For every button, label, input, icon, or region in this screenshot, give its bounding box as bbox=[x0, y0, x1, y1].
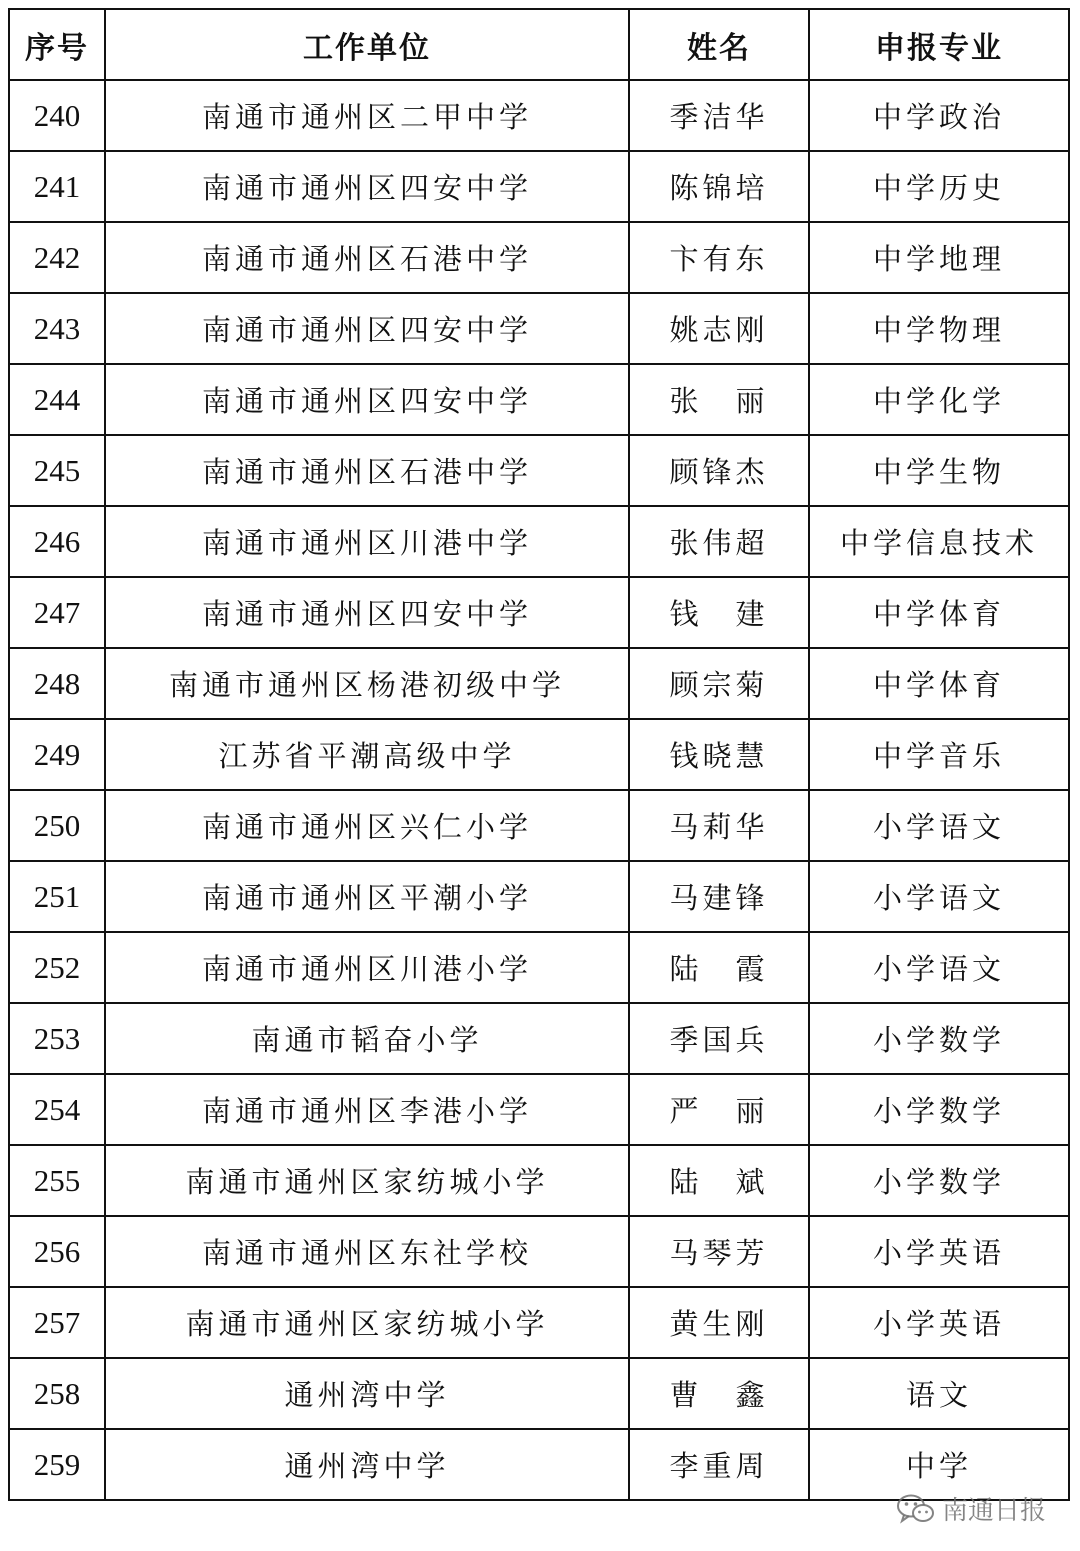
table-row bbox=[9, 364, 1069, 435]
cell-serial-number: 245 bbox=[9, 435, 105, 506]
cell-serial-number: 248 bbox=[9, 648, 105, 719]
cell-name: 李重周 bbox=[629, 1429, 809, 1500]
cell-declared-major: 小学语文 bbox=[809, 790, 1069, 861]
cell-serial-number: 242 bbox=[9, 222, 105, 293]
cell-declared-major: 小学数学 bbox=[809, 1145, 1069, 1216]
cell-declared-major: 中学信息技术 bbox=[809, 506, 1069, 577]
table-body bbox=[9, 80, 1069, 1500]
cell-name: 陈锦培 bbox=[629, 151, 809, 222]
cell-serial-number: 243 bbox=[9, 293, 105, 364]
cell-serial-number: 259 bbox=[9, 1429, 105, 1500]
cell-serial-number: 252 bbox=[9, 932, 105, 1003]
cell-serial-number: 253 bbox=[9, 1003, 105, 1074]
cell-serial-number: 244 bbox=[9, 364, 105, 435]
cell-serial-number: 246 bbox=[9, 506, 105, 577]
cell-serial-number: 256 bbox=[9, 1216, 105, 1287]
cell-name: 黄生刚 bbox=[629, 1287, 809, 1358]
cell-declared-major: 中学化学 bbox=[809, 364, 1069, 435]
cell-serial-number: 257 bbox=[9, 1287, 105, 1358]
cell-declared-major: 小学数学 bbox=[809, 1003, 1069, 1074]
cell-serial-number: 255 bbox=[9, 1145, 105, 1216]
cell-declared-major: 中学地理 bbox=[809, 222, 1069, 293]
cell-name: 马琴芳 bbox=[629, 1216, 809, 1287]
cell-serial-number: 249 bbox=[9, 719, 105, 790]
cell-name: 张 丽 bbox=[629, 364, 809, 435]
table-row bbox=[9, 1287, 1069, 1358]
cell-name: 钱晓慧 bbox=[629, 719, 809, 790]
table-row bbox=[9, 80, 1069, 151]
cell-declared-major: 小学英语 bbox=[809, 1287, 1069, 1358]
cell-declared-major: 中学体育 bbox=[809, 577, 1069, 648]
cell-work-unit: 南通市通州区东社学校 bbox=[105, 1216, 629, 1287]
header-work-unit: 工作单位 bbox=[105, 9, 629, 80]
cell-work-unit: 南通市通州区石港中学 bbox=[105, 435, 629, 506]
table-row bbox=[9, 506, 1069, 577]
table-row bbox=[9, 1145, 1069, 1216]
cell-declared-major: 中学音乐 bbox=[809, 719, 1069, 790]
table-row bbox=[9, 790, 1069, 861]
header-name: 姓名 bbox=[629, 9, 809, 80]
cell-work-unit: 南通市通州区四安中学 bbox=[105, 364, 629, 435]
cell-name: 季洁华 bbox=[629, 80, 809, 151]
cell-declared-major: 中学 bbox=[809, 1429, 1069, 1500]
cell-declared-major: 中学生物 bbox=[809, 435, 1069, 506]
cell-declared-major: 中学体育 bbox=[809, 648, 1069, 719]
cell-work-unit: 南通市通州区李港小学 bbox=[105, 1074, 629, 1145]
cell-work-unit: 南通市韬奋小学 bbox=[105, 1003, 629, 1074]
cell-name: 曹 鑫 bbox=[629, 1358, 809, 1429]
table-row bbox=[9, 719, 1069, 790]
cell-serial-number: 241 bbox=[9, 151, 105, 222]
table-row bbox=[9, 222, 1069, 293]
table-row bbox=[9, 293, 1069, 364]
cell-declared-major: 小学英语 bbox=[809, 1216, 1069, 1287]
table-row bbox=[9, 151, 1069, 222]
cell-work-unit: 南通市通州区杨港初级中学 bbox=[105, 648, 629, 719]
table-row bbox=[9, 577, 1069, 648]
cell-declared-major: 中学历史 bbox=[809, 151, 1069, 222]
table-row bbox=[9, 861, 1069, 932]
cell-declared-major: 小学语文 bbox=[809, 861, 1069, 932]
watermark-text: 南通日报 bbox=[941, 1496, 1046, 1526]
cell-name: 严 丽 bbox=[629, 1074, 809, 1145]
table-row bbox=[9, 1358, 1069, 1429]
cell-work-unit: 江苏省平潮高级中学 bbox=[105, 719, 629, 790]
table-row bbox=[9, 1216, 1069, 1287]
cell-name: 钱 建 bbox=[629, 577, 809, 648]
cell-serial-number: 258 bbox=[9, 1358, 105, 1429]
cell-name: 马莉华 bbox=[629, 790, 809, 861]
cell-work-unit: 南通市通州区家纺城小学 bbox=[105, 1145, 629, 1216]
table-row bbox=[9, 1003, 1069, 1074]
cell-work-unit: 南通市通州区川港小学 bbox=[105, 932, 629, 1003]
header-serial-number: 序号 bbox=[9, 9, 105, 80]
cell-name: 季国兵 bbox=[629, 1003, 809, 1074]
cell-declared-major: 小学语文 bbox=[809, 932, 1069, 1003]
cell-name: 马建锋 bbox=[629, 861, 809, 932]
applicant-table bbox=[8, 8, 1070, 1501]
cell-work-unit: 南通市通州区石港中学 bbox=[105, 222, 629, 293]
cell-name: 姚志刚 bbox=[629, 293, 809, 364]
table-row bbox=[9, 435, 1069, 506]
header-row bbox=[9, 9, 1069, 80]
table-row bbox=[9, 932, 1069, 1003]
cell-work-unit: 南通市通州区川港中学 bbox=[105, 506, 629, 577]
cell-work-unit: 南通市通州区家纺城小学 bbox=[105, 1287, 629, 1358]
table-row bbox=[9, 1074, 1069, 1145]
cell-name: 陆 斌 bbox=[629, 1145, 809, 1216]
cell-work-unit: 通州湾中学 bbox=[105, 1429, 629, 1500]
cell-name: 张伟超 bbox=[629, 506, 809, 577]
cell-declared-major: 小学数学 bbox=[809, 1074, 1069, 1145]
header-declared-major: 申报专业 bbox=[809, 9, 1069, 80]
cell-work-unit: 南通市通州区兴仁小学 bbox=[105, 790, 629, 861]
cell-work-unit: 南通市通州区二甲中学 bbox=[105, 80, 629, 151]
table-row bbox=[9, 1429, 1069, 1500]
cell-work-unit: 通州湾中学 bbox=[105, 1358, 629, 1429]
cell-name: 陆 霞 bbox=[629, 932, 809, 1003]
cell-work-unit: 南通市通州区四安中学 bbox=[105, 151, 629, 222]
table-header bbox=[9, 9, 1069, 80]
cell-name: 顾宗菊 bbox=[629, 648, 809, 719]
cell-work-unit: 南通市通州区四安中学 bbox=[105, 293, 629, 364]
cell-name: 卞有东 bbox=[629, 222, 809, 293]
cell-serial-number: 247 bbox=[9, 577, 105, 648]
cell-serial-number: 250 bbox=[9, 790, 105, 861]
cell-declared-major: 中学物理 bbox=[809, 293, 1069, 364]
cell-declared-major: 语文 bbox=[809, 1358, 1069, 1429]
cell-declared-major: 中学政治 bbox=[809, 80, 1069, 151]
table-row bbox=[9, 648, 1069, 719]
cell-name: 顾锋杰 bbox=[629, 435, 809, 506]
cell-work-unit: 南通市通州区四安中学 bbox=[105, 577, 629, 648]
cell-serial-number: 251 bbox=[9, 861, 105, 932]
cell-serial-number: 240 bbox=[9, 80, 105, 151]
cell-work-unit: 南通市通州区平潮小学 bbox=[105, 861, 629, 932]
cell-serial-number: 254 bbox=[9, 1074, 105, 1145]
